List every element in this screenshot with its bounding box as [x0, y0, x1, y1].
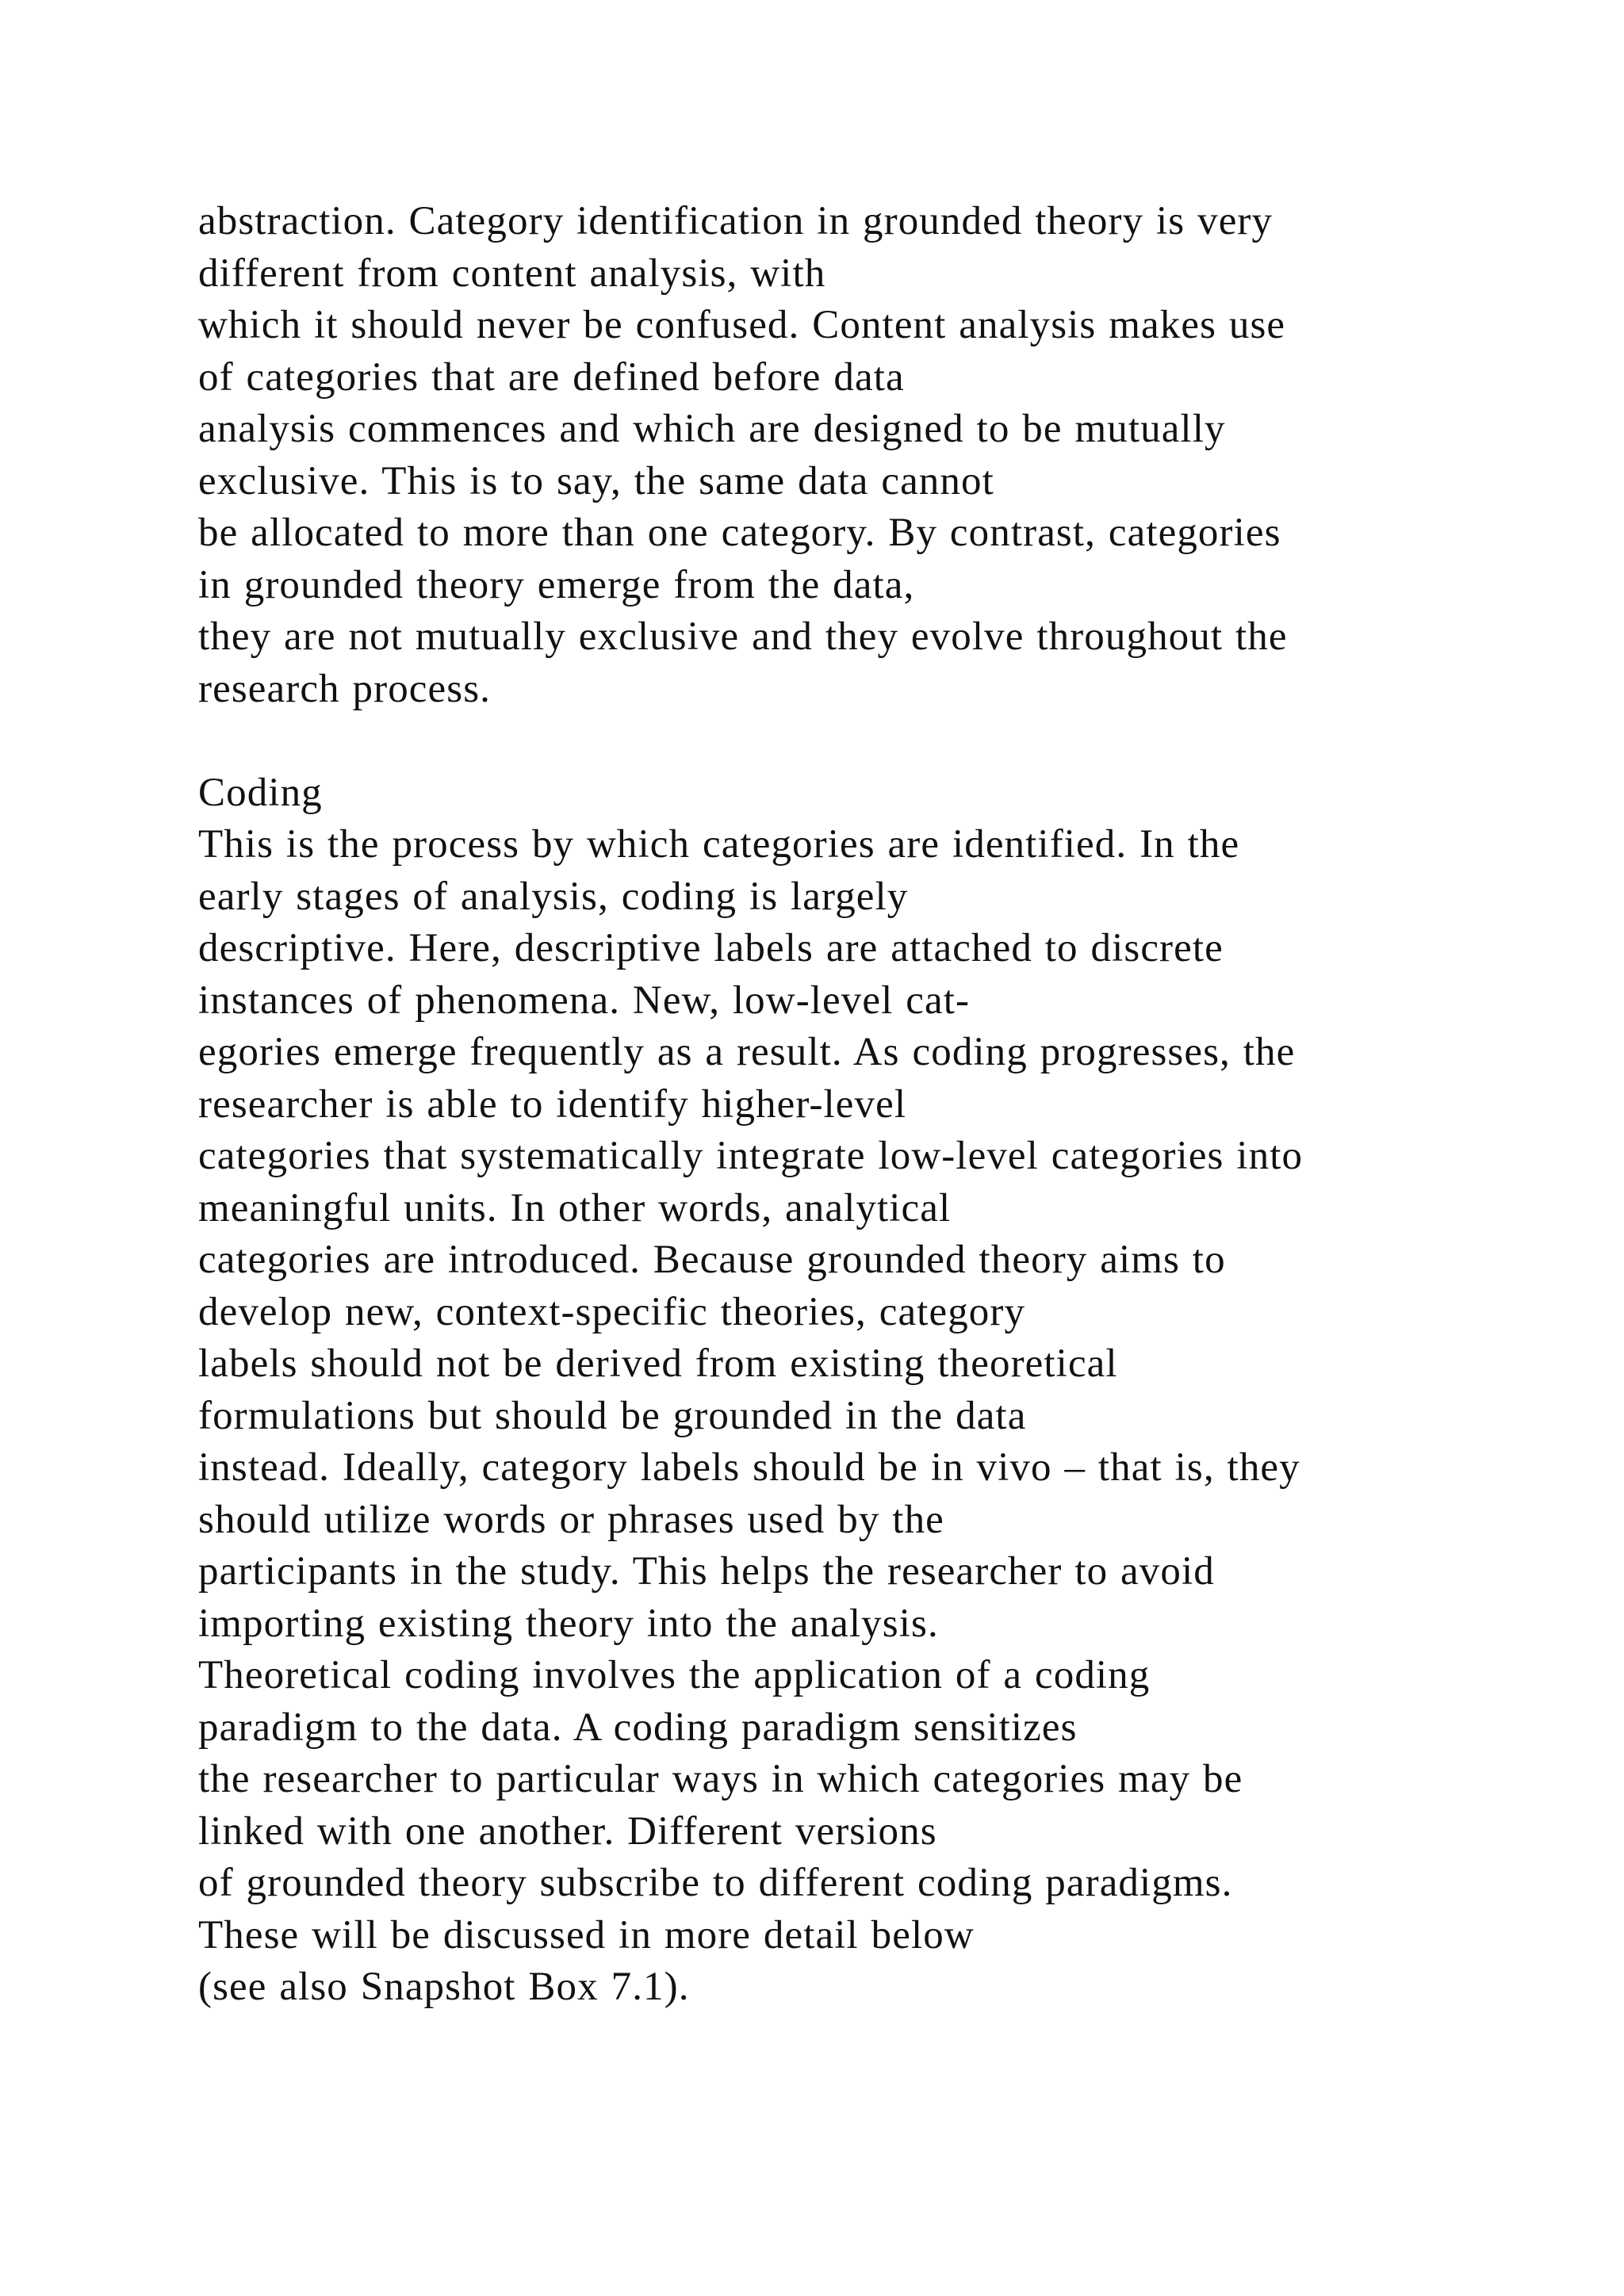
text-line: abstraction. Category identification in grounded theory is very: [198, 199, 1274, 243]
text-line: in grounded theory emerge from the data,: [198, 562, 915, 607]
text-line: analysis commences and which are designed to be mutually: [198, 407, 1226, 451]
blank-line: [198, 715, 1546, 767]
text-line: descriptive. Here, descriptive labels are attached to discrete: [198, 926, 1224, 970]
text-line: the researcher to particular ways in which categories may be: [198, 1757, 1243, 1801]
text-line: meaningful units. In other words, analytical: [198, 1185, 952, 1230]
text-line: categories are introduced. Because grounded theory aims to: [198, 1238, 1226, 1282]
text-line: instead. Ideally, category labels should be in vivo – that is, they: [198, 1445, 1300, 1490]
text-line: (see also Snapshot Box 7.1).: [198, 1965, 690, 2009]
body-text: [198, 196, 1546, 2014]
text-line: paradigm to the data. A coding paradigm sensitizes: [198, 1705, 1078, 1750]
text-line: labels should not be derived from existing theoretical: [198, 1341, 1118, 1386]
text-line: should utilize words or phrases used by the: [198, 1497, 944, 1542]
text-line: which it should never be confused. Content analysis makes use: [198, 303, 1286, 347]
text-line: of grounded theory subscribe to different coding paradigms.: [198, 1861, 1233, 1905]
text-line: be allocated to more than one category. By contrast, categories: [198, 511, 1281, 555]
text-line: Theoretical coding involves the application of a coding: [198, 1653, 1151, 1697]
text-line: This is the process by which categories are identified. In the: [198, 822, 1240, 867]
text-line: exclusive. This is to say, the same data cannot: [198, 458, 994, 503]
text-line: categories that systematically integrate low-level categories into: [198, 1134, 1304, 1178]
text-line: These will be discussed in more detail below: [198, 1912, 975, 1957]
text-line: research process.: [198, 666, 492, 711]
text-line: different from content analysis, with: [198, 251, 826, 296]
text-line: early stages of analysis, coding is largely: [198, 874, 909, 919]
text-line: develop new, context-specific theories, category: [198, 1289, 1026, 1334]
text-line: researcher is able to identify higher-level: [198, 1081, 907, 1127]
text-line: they are not mutually exclusive and they evolve throughout the: [198, 614, 1288, 659]
text-line: of categories that are defined before data: [198, 354, 905, 400]
text-line: linked with one another. Different versions: [198, 1808, 937, 1854]
text-line: importing existing theory into the analysis.: [198, 1601, 939, 1646]
text-line: instances of phenomena. New, low-level cat-: [198, 978, 971, 1023]
text-line: participants in the study. This helps the researcher to avoid: [198, 1549, 1215, 1594]
section-heading-coding: Coding: [198, 770, 323, 815]
text-line: egories emerge frequently as a result. As coding progresses, the: [198, 1030, 1296, 1074]
text-line: formulations but should be grounded in the data: [198, 1393, 1027, 1438]
